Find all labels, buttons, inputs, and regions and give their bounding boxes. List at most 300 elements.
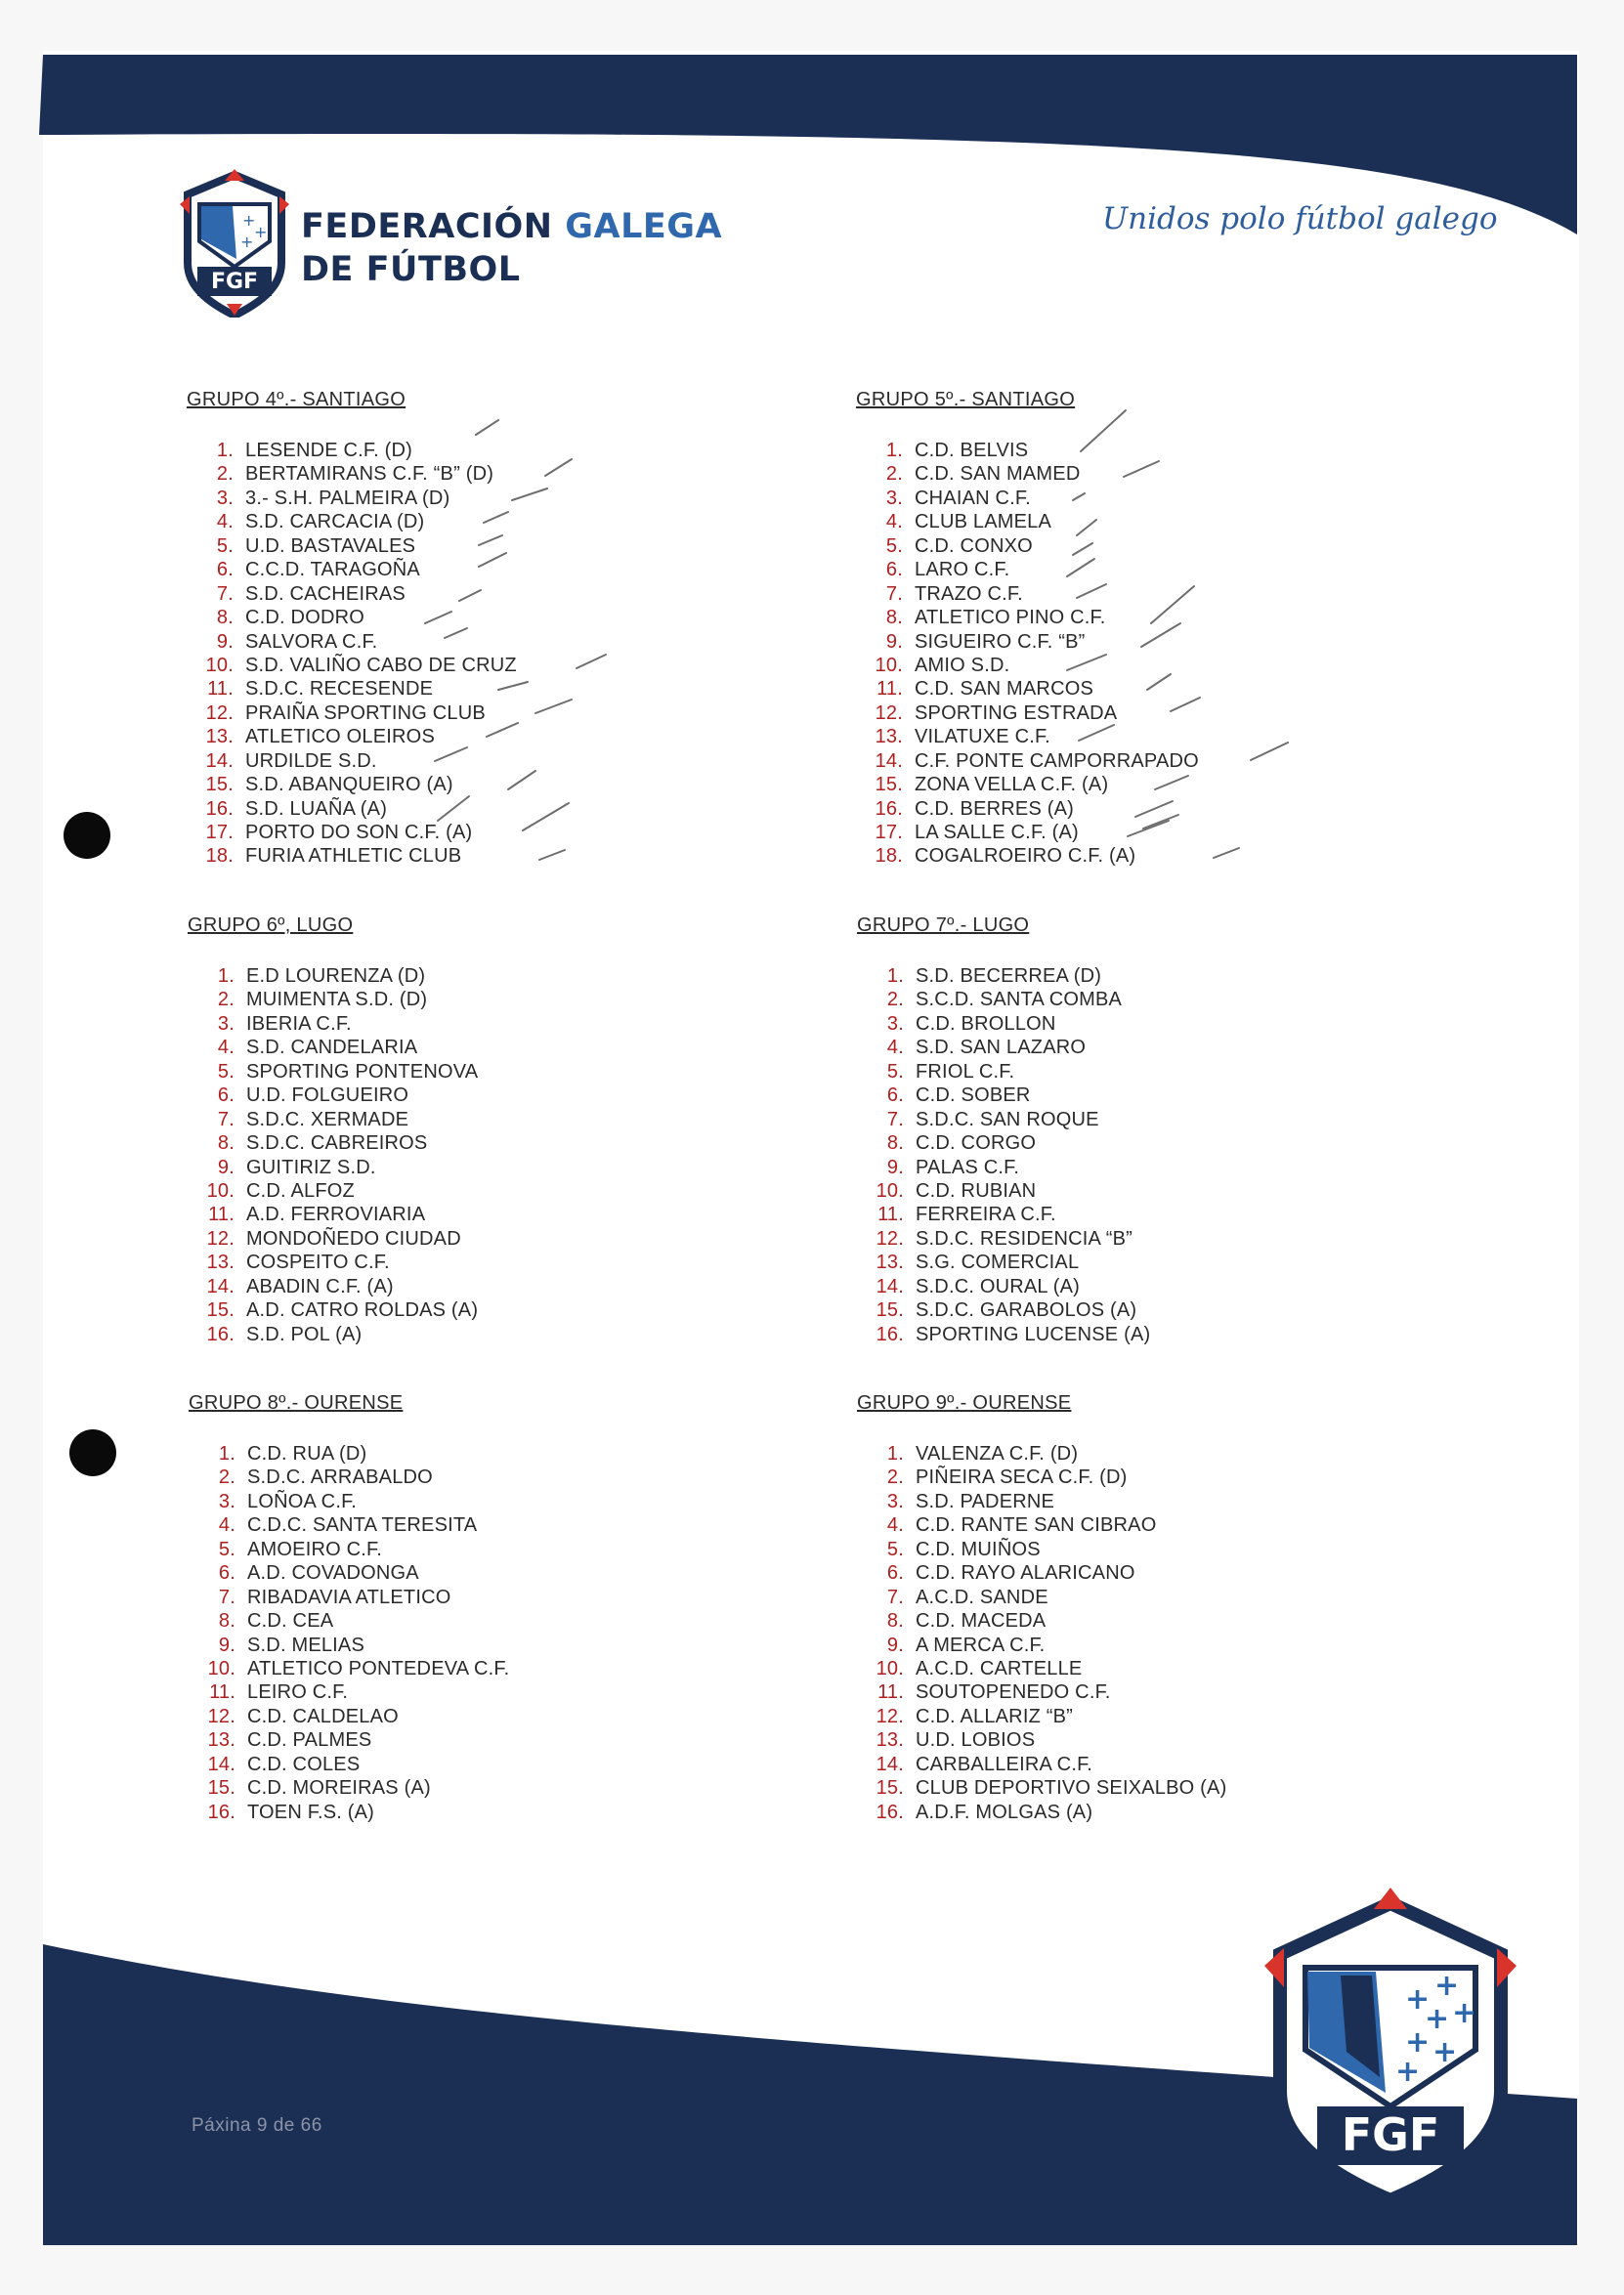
team-number: 7. [886,1586,904,1608]
team-row [857,1203,1404,1226]
team-row [187,439,734,462]
team-number: 1. [886,965,904,987]
team-number: 7. [885,582,903,605]
team-name: FURIA ATHLETIC CLUB [245,845,462,868]
team-number: 13. [207,1729,235,1752]
team-row [187,462,734,486]
team-name: ATLETICO OLEIROS [245,726,435,748]
team-name: S.D. SAN LAZARO [916,1037,1087,1059]
team-name: C.F. PONTE CAMPORRAPADO [915,749,1199,772]
team-name: FRIOL C.F. [916,1060,1015,1083]
team-row [857,1538,1404,1561]
team-row [189,1728,736,1752]
team-number: 7. [216,582,234,605]
team-number: 11. [207,678,234,701]
team-row [856,582,1403,606]
team-number: 3. [886,1012,904,1035]
team-row [188,988,735,1011]
team-number: 3. [218,1490,235,1512]
team-row [187,773,734,796]
team-name: C.D. BROLLON [916,1012,1056,1035]
organization-name [301,205,722,291]
team-row [857,1705,1404,1728]
team-row [857,1776,1404,1800]
team-row [187,844,734,868]
org-name-line2: DE FÚTBOL [301,250,521,289]
team-row [857,1012,1404,1036]
team-number: 5. [217,1060,235,1083]
team-row [188,1323,735,1346]
team-row [856,725,1403,748]
team-row [187,677,734,701]
team-name: C.D. COLES [247,1753,361,1775]
team-name: S.D. LUAÑA (A) [245,797,388,820]
team-name: C.D. PALMES [247,1729,372,1752]
team-row [188,1156,735,1179]
team-name: CHAIAN C.F. [915,487,1031,509]
team-number: 1. [217,965,235,987]
team-name: TOEN F.S. (A) [247,1801,375,1823]
team-name: PALAS C.F. [916,1156,1020,1178]
team-number: 14. [876,1275,904,1297]
team-row [189,1586,736,1609]
team-name: SPORTING ESTRADA [915,701,1118,724]
team-number: 1. [886,1443,904,1465]
team-name: C.D. SOBER [916,1084,1031,1107]
team-row [188,1108,735,1131]
team-row [189,1801,736,1824]
team-row [189,1561,736,1585]
team-number: 7. [218,1586,235,1608]
team-row [188,1060,735,1084]
team-number: 15. [207,1777,235,1800]
punch-hole [64,812,110,859]
team-row [187,654,734,677]
team-number: 1. [218,1443,235,1465]
team-number: 5. [886,1538,904,1560]
team-name: U.D. LOBIOS [916,1729,1036,1752]
team-row [189,1753,736,1776]
group-4-santiago [187,389,734,869]
team-number: 5. [885,534,903,557]
group-5-santiago [856,389,1403,869]
team-row [857,1753,1404,1776]
team-number: 5. [886,1060,904,1083]
team-number: 3. [886,1490,904,1512]
group-6-lugo [188,914,735,1346]
team-number: 6. [216,559,234,581]
svg-text:+: + [1405,1982,1431,2017]
team-row [187,630,734,654]
team-name: C.D. RUA (D) [247,1443,367,1465]
team-row [856,439,1403,462]
team-number: 13. [876,1729,904,1752]
team-name: C.D. BERRES (A) [915,797,1075,820]
team-number: 18. [875,845,903,868]
team-number: 8. [216,607,234,629]
team-row [189,1538,736,1561]
team-row [857,1060,1404,1084]
team-row [189,1609,736,1633]
team-row [188,1036,735,1059]
team-name: U.D. FOLGUEIRO [246,1084,409,1107]
fgf-logo-large [1259,1886,1522,2213]
team-name: C.D. MOREIRAS (A) [247,1777,431,1800]
group-title: GRUPO 6º, LUGO [188,914,354,936]
team-row [857,1156,1404,1179]
team-name: PORTO DO SON C.F. (A) [245,822,473,843]
team-number: 15. [876,1777,904,1800]
team-number: 3. [885,487,903,509]
team-row [857,1609,1404,1633]
team-row [188,1251,735,1274]
team-row [857,1513,1404,1537]
team-row [857,988,1404,1011]
team-name: S.D.C. OURAL (A) [916,1275,1081,1297]
team-name: PRAIÑA SPORTING CLUB [245,701,486,724]
team-name: C.D. MACEDA [916,1610,1047,1633]
team-row [856,558,1403,581]
team-number: 4. [886,1037,904,1059]
team-number: 2. [886,989,904,1011]
team-name: C.D. CORGO [916,1132,1037,1155]
punch-hole [69,1429,116,1476]
team-row [857,1275,1404,1298]
team-name: LOÑOA C.F. [247,1490,358,1512]
team-row [189,1466,736,1489]
team-row [856,630,1403,654]
team-number: 2. [218,1466,235,1489]
team-row [857,1036,1404,1059]
team-number: 4. [886,1514,904,1537]
team-row [857,1657,1404,1680]
team-name: S.D. POL (A) [246,1323,363,1345]
team-row [857,1131,1404,1155]
team-number: 6. [217,1084,235,1107]
team-row [857,1728,1404,1752]
org-name-part1: FEDERACIÓN [301,207,553,246]
team-number: 8. [217,1132,235,1155]
group-title: GRUPO 9º.- OURENSE [857,1392,1072,1414]
team-name: ABADIN C.F. (A) [246,1275,394,1297]
team-name: U.D. BASTAVALES [245,534,416,557]
team-name: C.C.D. TARAGOÑA [245,559,420,581]
team-row [188,1012,735,1036]
team-number: 3. [217,1012,235,1035]
team-name: A.C.D. SANDE [916,1586,1048,1608]
team-number: 15. [206,1299,235,1322]
group-7-lugo [857,914,1404,1346]
team-name: VALENZA C.F. (D) [916,1443,1079,1465]
team-name: S.D. CACHEIRAS [245,582,406,605]
team-number: 8. [218,1610,235,1633]
svg-text:+: + [1452,1996,1477,2030]
team-number: 10. [205,654,234,676]
team-row [856,701,1403,725]
team-number: 16. [205,797,234,820]
team-name: ATLETICO PONTEDEVA C.F. [247,1657,510,1679]
team-number: 13. [876,1252,904,1274]
team-number: 6. [886,1562,904,1585]
team-row [187,749,734,773]
team-name: SOUTOPENEDO C.F. [916,1681,1111,1704]
team-name: ATLETICO PINO C.F. [915,607,1106,629]
team-row [856,677,1403,701]
team-row [857,964,1404,988]
team-number: 9. [886,1156,904,1178]
team-name: A.D. COVADONGA [247,1562,419,1585]
team-name: CLUB DEPORTIVO SEIXALBO (A) [916,1777,1227,1800]
team-row [856,821,1403,844]
team-row [189,1680,736,1704]
team-name: C.D. ALLARIZ “B” [916,1705,1074,1727]
team-number: 12. [875,701,903,724]
team-row [857,1179,1404,1203]
group-9-ourense [857,1392,1404,1824]
team-row [857,1227,1404,1251]
team-row [857,1108,1404,1131]
svg-text:+: + [1432,2035,1458,2069]
team-row [187,701,734,725]
team-row [187,558,734,581]
team-name: AMOEIRO C.F. [247,1538,382,1560]
team-name: S.D. CANDELARIA [246,1037,418,1059]
team-name: SIGUEIRO C.F. “B” [915,630,1086,653]
team-name: S.D.C. CABREIROS [246,1132,428,1155]
team-number: 8. [886,1610,904,1633]
team-row [857,1442,1404,1466]
team-name: PIÑEIRA SECA C.F. (D) [916,1466,1128,1489]
team-number: 14. [205,749,234,772]
team-row [856,797,1403,821]
team-name: S.C.D. SANTA COMBA [916,989,1123,1011]
svg-text:+: + [1405,2025,1431,2060]
team-name: C.D. MUIÑOS [916,1538,1041,1560]
team-name: AMIO S.D. [915,654,1010,676]
team-name: S.D.C. GARABOLOS (A) [916,1299,1137,1322]
team-name: C.D. CONXO [915,534,1033,557]
team-number: 4. [885,511,903,533]
team-number: 14. [207,1753,235,1775]
team-number: 4. [216,511,234,533]
team-row [187,487,734,510]
team-name: C.D. RANTE SAN CIBRAO [916,1514,1157,1537]
team-number: 1. [885,440,903,461]
team-name: IBERIA C.F. [246,1012,352,1035]
team-row [857,1323,1404,1346]
team-number: 7. [886,1108,904,1130]
team-number: 13. [205,726,234,748]
team-row [188,1227,735,1251]
team-row [856,844,1403,868]
team-name: COSPEITO C.F. [246,1252,390,1274]
team-name: CARBALLEIRA C.F. [916,1753,1093,1775]
team-row [857,1680,1404,1704]
team-number: 14. [206,1275,235,1297]
team-name: A.D. FERROVIARIA [246,1204,426,1226]
team-number: 12. [205,701,234,724]
team-name: S.D.C. SAN ROQUE [916,1108,1099,1130]
team-row [857,1634,1404,1657]
team-number: 8. [886,1132,904,1155]
logo-text: FGF [210,270,259,294]
team-name: GUITIRIZ S.D. [246,1156,376,1178]
team-name: MONDOÑEDO CIUDAD [246,1227,461,1250]
team-row [189,1705,736,1728]
team-name: C.D. SAN MAMED [915,463,1081,486]
team-row [856,749,1403,773]
team-row [188,1275,735,1298]
team-number: 9. [886,1634,904,1656]
team-number: 12. [876,1705,904,1727]
team-name: E.D LOURENZA (D) [246,965,426,987]
team-row [187,534,734,558]
team-row [187,797,734,821]
team-name: C.D.C. SANTA TERESITA [247,1514,478,1537]
team-name: SPORTING PONTENOVA [246,1060,479,1083]
team-list [857,1442,1404,1824]
team-number: 7. [217,1108,235,1130]
team-number: 16. [207,1801,235,1823]
team-number: 6. [885,559,903,581]
team-row [187,821,734,844]
slogan: Unidos polo fútbol galego [1102,201,1498,236]
team-number: 17. [875,822,903,843]
team-number: 6. [886,1084,904,1107]
team-name: S.D. BECERREA (D) [916,965,1102,987]
team-name: A.C.D. CARTELLE [916,1657,1083,1679]
team-name: S.D.C. RECESENDE [245,678,434,701]
team-name: S.D. CARCACIA (D) [245,511,425,533]
team-name: BERTAMIRANS C.F. “B” (D) [245,463,494,486]
team-number: 15. [876,1299,904,1322]
team-row [856,606,1403,629]
team-list [857,964,1404,1346]
team-name: VILATUXE C.F. [915,726,1050,748]
team-name: C.D. RUBIAN [916,1179,1037,1202]
team-number: 2. [216,463,234,486]
team-number: 16. [876,1801,904,1823]
team-number: 2. [885,463,903,486]
team-row [189,1634,736,1657]
team-name: C.D. DODRO [245,607,364,629]
team-number: 15. [875,774,903,796]
team-number: 17. [205,822,234,843]
team-row [187,725,734,748]
team-number: 5. [216,534,234,557]
team-number: 16. [206,1323,235,1345]
team-list [188,964,735,1346]
team-row [856,773,1403,796]
team-row [856,462,1403,486]
team-number: 16. [876,1323,904,1345]
group-title: GRUPO 7º.- LUGO [857,914,1030,936]
svg-text:+: + [1425,2002,1450,2036]
team-name: S.D.C. ARRABALDO [247,1466,433,1489]
team-number: 13. [875,726,903,748]
team-number: 11. [209,1681,235,1704]
team-row [857,1084,1404,1107]
team-name: C.D. BELVIS [915,440,1029,461]
team-number: 3. [216,487,234,509]
team-row [188,1084,735,1107]
team-name: C.D. CALDELAO [247,1705,399,1727]
svg-text:+: + [1395,2055,1421,2089]
team-name: A MERCA C.F. [916,1634,1046,1656]
team-row [857,1561,1404,1585]
svg-text:+: + [242,211,256,230]
team-number: 10. [876,1179,904,1202]
team-row [188,1131,735,1155]
team-number: 10. [876,1657,904,1679]
team-number: 2. [217,989,235,1011]
group-8-ourense [189,1392,736,1824]
team-row [857,1801,1404,1824]
team-name: LARO C.F. [915,559,1010,581]
team-number: 1. [216,440,234,461]
team-number: 16. [875,797,903,820]
team-row [856,487,1403,510]
team-name: S.D. ABANQUEIRO (A) [245,774,453,796]
team-row [857,1298,1404,1322]
team-row [856,534,1403,558]
team-name: ZONA VELLA C.F. (A) [915,774,1109,796]
team-row [187,582,734,606]
team-name: RIBADAVIA ATLETICO [247,1586,451,1608]
team-number: 9. [216,630,234,653]
team-row [189,1442,736,1466]
team-row [189,1490,736,1513]
team-name: S.D.C. RESIDENCIA “B” [916,1227,1133,1250]
team-row [856,654,1403,677]
org-name-part2: GALEGA [565,207,723,246]
team-row [857,1490,1404,1513]
team-row [188,1298,735,1322]
team-row [189,1776,736,1800]
team-number: 4. [218,1514,235,1537]
group-title: GRUPO 4º.- SANTIAGO [187,389,406,410]
team-number: 13. [206,1252,235,1274]
team-number: 5. [218,1538,235,1560]
team-name: S.D.C. XERMADE [246,1108,409,1130]
team-number: 10. [207,1657,235,1679]
team-name: 3.- S.H. PALMEIRA (D) [245,487,450,509]
team-name: C.D. ALFOZ [246,1179,355,1202]
team-number: 12. [207,1705,235,1727]
team-name: A.D.F. MOLGAS (A) [916,1801,1093,1823]
team-name: COGALROEIRO C.F. (A) [915,845,1136,868]
team-name: CLUB LAMELA [915,511,1052,533]
team-number: 18. [205,845,234,868]
team-row [189,1657,736,1680]
team-list [187,439,734,869]
team-number: 12. [206,1227,235,1250]
team-name: S.D. MELIAS [247,1634,365,1656]
svg-text:+: + [240,233,254,251]
team-row [188,964,735,988]
team-number: 4. [217,1037,235,1059]
team-number: 11. [208,1204,235,1226]
team-row [188,1203,735,1226]
team-name: C.D. RAYO ALARICANO [916,1562,1135,1585]
team-row [857,1251,1404,1274]
team-name: FERREIRA C.F. [916,1204,1056,1226]
team-number: 11. [877,1681,904,1704]
team-row [188,1179,735,1203]
team-number: 10. [875,654,903,676]
team-name: S.G. COMERCIAL [916,1252,1080,1274]
logo-large-text: FGF [1341,2108,1440,2161]
